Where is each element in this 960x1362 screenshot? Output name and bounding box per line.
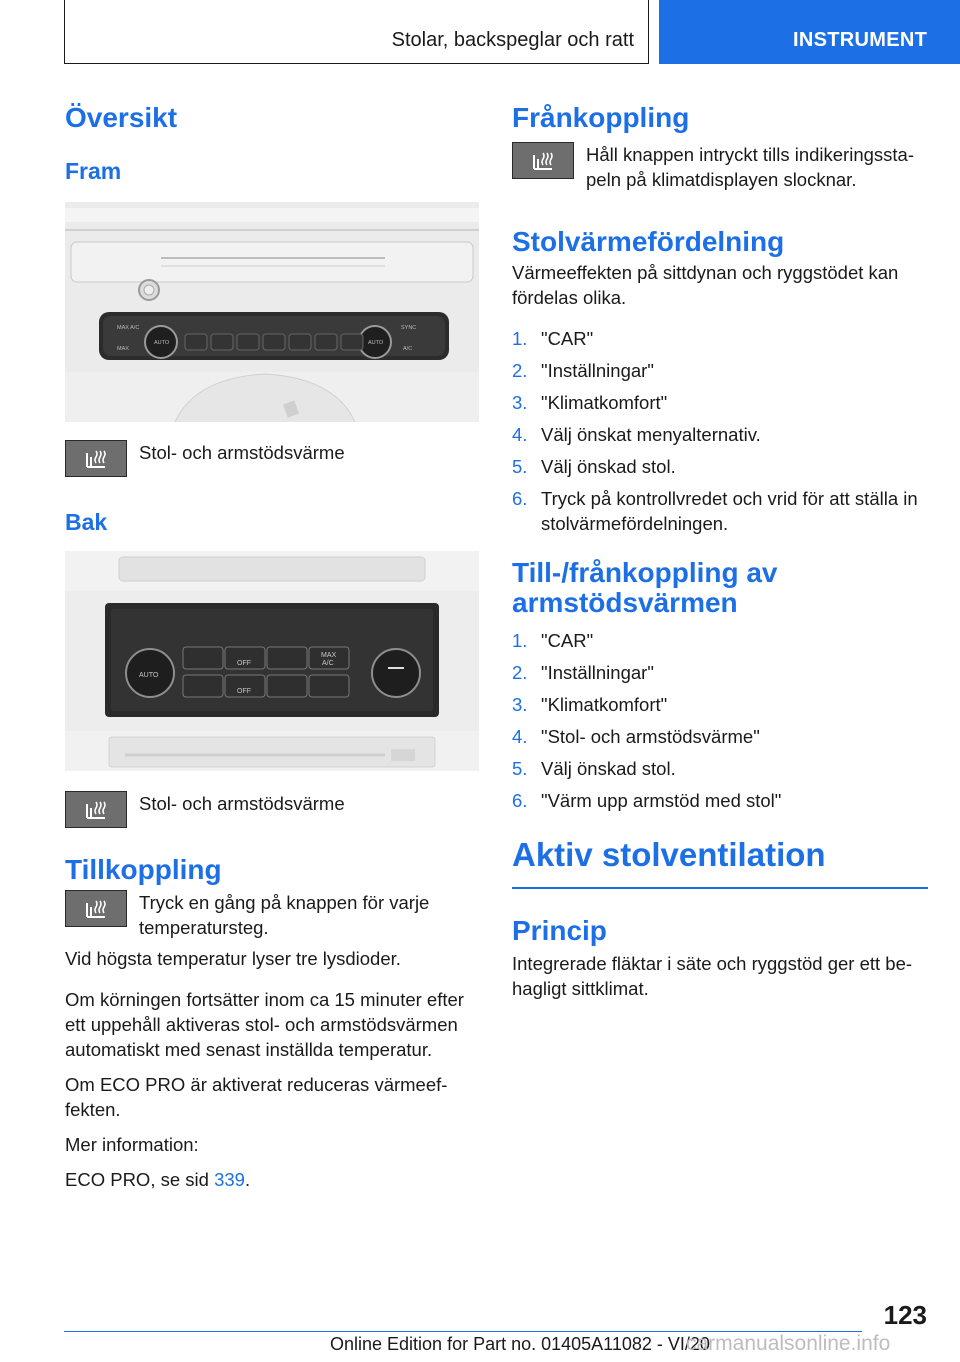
switch-off-button-icon[interactable]: [512, 142, 574, 179]
list-item: [512, 358, 928, 383]
page-number: 123: [883, 1300, 927, 1330]
principle-heading: Princip: [512, 914, 607, 946]
front-label-max: MAX: [117, 346, 129, 352]
front-label-ac: A/C: [403, 346, 413, 352]
front-climate-panel-illustration: [65, 202, 479, 422]
distribution-heading: Stolvärmefördelning: [512, 226, 785, 257]
step-number: 5.: [512, 456, 528, 477]
right-column: [512, 100, 928, 1001]
seat-heating-icon: [79, 897, 113, 921]
rear-seat-heating-button-icon[interactable]: [65, 791, 127, 828]
more-info-text: Mer information:: [65, 1134, 199, 1155]
rear-heading: Bak: [65, 509, 108, 535]
page-link-339[interactable]: 339: [214, 1169, 245, 1190]
step-text: "Värm upp armstöd med stol": [541, 790, 782, 811]
step-number: 5.: [512, 758, 528, 779]
step-number: 1.: [512, 630, 528, 651]
list-item: [512, 660, 928, 685]
rear-label-ac: A/C: [322, 660, 334, 667]
front-label-auto-right: AUTO: [368, 340, 384, 346]
switch-on-heading: Tillkoppling: [65, 854, 222, 885]
list-item: [512, 422, 928, 447]
step-text: Välj önskat menyalternativ.: [541, 424, 761, 445]
section-divider: [512, 887, 928, 889]
step-text: Välj önskad stol.: [541, 456, 676, 477]
eco-pro-ref-suffix: .: [244, 1169, 251, 1190]
step-text: "Klimatkomfort": [541, 392, 668, 413]
front-seat-heating-row: [65, 440, 479, 477]
step-text: "Inställningar": [541, 360, 654, 381]
step-text: Välj önskad stol.: [541, 758, 676, 779]
seat-heating-icon: [79, 798, 113, 822]
switch-off-text: Håll knappen intryckt tills indikeringsstapeln på klimatdisplayen slocknar.: [586, 144, 915, 190]
eco-pro-ref-prefix: ECO PRO, se sid: [65, 1169, 215, 1190]
step-text: "CAR": [541, 328, 594, 349]
left-column: [65, 100, 479, 1192]
armrest-steps: [512, 628, 928, 813]
rear-seat-heating-row: [65, 791, 479, 828]
rear-label-off-bottom: OFF: [237, 688, 251, 695]
step-number: 2.: [512, 360, 528, 381]
ventilation-heading: Aktiv stolventilation: [512, 836, 826, 873]
switch-off-row: [512, 142, 928, 192]
running-header-section: Stolar, backspeglar och ratt: [64, 0, 649, 64]
list-item: [512, 756, 928, 781]
list-item: [512, 628, 928, 653]
step-text: "Klimatkomfort": [541, 694, 668, 715]
rear-icon-caption: Stol- och armstödsvärme: [139, 793, 345, 814]
distribution-steps: [512, 326, 928, 536]
seat-heating-icon: [526, 149, 560, 173]
switch-off-heading: Frånkoppling: [512, 102, 690, 133]
front-label-max-ac: MAX A/C: [117, 325, 140, 331]
step-number: 6.: [512, 488, 528, 509]
switch-on-text: Tryck en gång på knappen för varje temperatursteg.: [139, 892, 430, 938]
switch-on-button-icon[interactable]: [65, 890, 127, 927]
list-item: [512, 454, 928, 479]
step-number: 4.: [512, 726, 528, 747]
front-heading: Fram: [65, 158, 122, 184]
step-text: "CAR": [541, 630, 594, 651]
principle-text: Integrerade fläktar i säte och ryggstöd ger ett behagligt sittklimat.: [512, 952, 913, 999]
step-text: "Stol- och armstödsvärme": [541, 726, 760, 747]
rear-label-auto: AUTO: [139, 672, 159, 679]
watermark: carmanualsonline.info: [686, 1332, 891, 1355]
step-text: "Inställningar": [541, 662, 654, 683]
distribution-text: Värmeeffekten på sittdynan och ryggstödet kan fördelas olika.: [512, 262, 899, 308]
list-item: [512, 390, 928, 415]
eco-pro-ref: [65, 1167, 479, 1192]
overview-heading: Översikt: [65, 102, 178, 133]
step-number: 6.: [512, 790, 528, 811]
list-item: [512, 326, 928, 351]
seat-heating-button-icon[interactable]: [65, 440, 127, 477]
seat-heating-icon: [79, 447, 113, 471]
switch-on-row: [65, 890, 479, 940]
step-number: 4.: [512, 424, 528, 445]
front-label-auto-left: AUTO: [154, 340, 170, 346]
step-number: 2.: [512, 662, 528, 683]
armrest-heading: Till-/frånkoppling av armstödsvärmen: [512, 557, 778, 618]
list-item: [512, 692, 928, 717]
front-icon-caption: Stol- och armstödsvärme: [139, 442, 345, 463]
step-number: 3.: [512, 694, 528, 715]
rear-label-max: MAX: [321, 652, 337, 659]
front-label-sync: SYNC: [401, 325, 417, 331]
front-climate-panel-photo: [65, 202, 479, 422]
rear-climate-panel-photo: [65, 551, 479, 771]
step-number: 1.: [512, 328, 528, 349]
chapter-tab[interactable]: INSTRUMENT: [659, 0, 960, 64]
step-number: 3.: [512, 392, 528, 413]
step-text: Tryck på kontrollvredet och vrid för att ställa in stolvärmefördelningen.: [541, 488, 918, 534]
eco-pro-text: Om ECO PRO är aktiverat reduceras värmeeffekten.: [65, 1074, 448, 1120]
rear-climate-panel-illustration: [65, 551, 479, 771]
list-item: [512, 788, 928, 813]
list-item: [512, 724, 928, 749]
list-item: [512, 486, 928, 536]
footer-edition: Online Edition for Part no. 01405A11082 - VI/20: [330, 1334, 710, 1354]
resume-text: Om körningen fortsätter inom ca 15 minuter efter ett uppehåll aktiveras stol- och armstödsvärmen automatiskt med senast inställda temperatur.: [65, 989, 464, 1060]
rear-label-off-top: OFF: [237, 660, 251, 667]
leds-text: Vid högsta temperatur lyser tre lysdioder.: [65, 948, 401, 969]
